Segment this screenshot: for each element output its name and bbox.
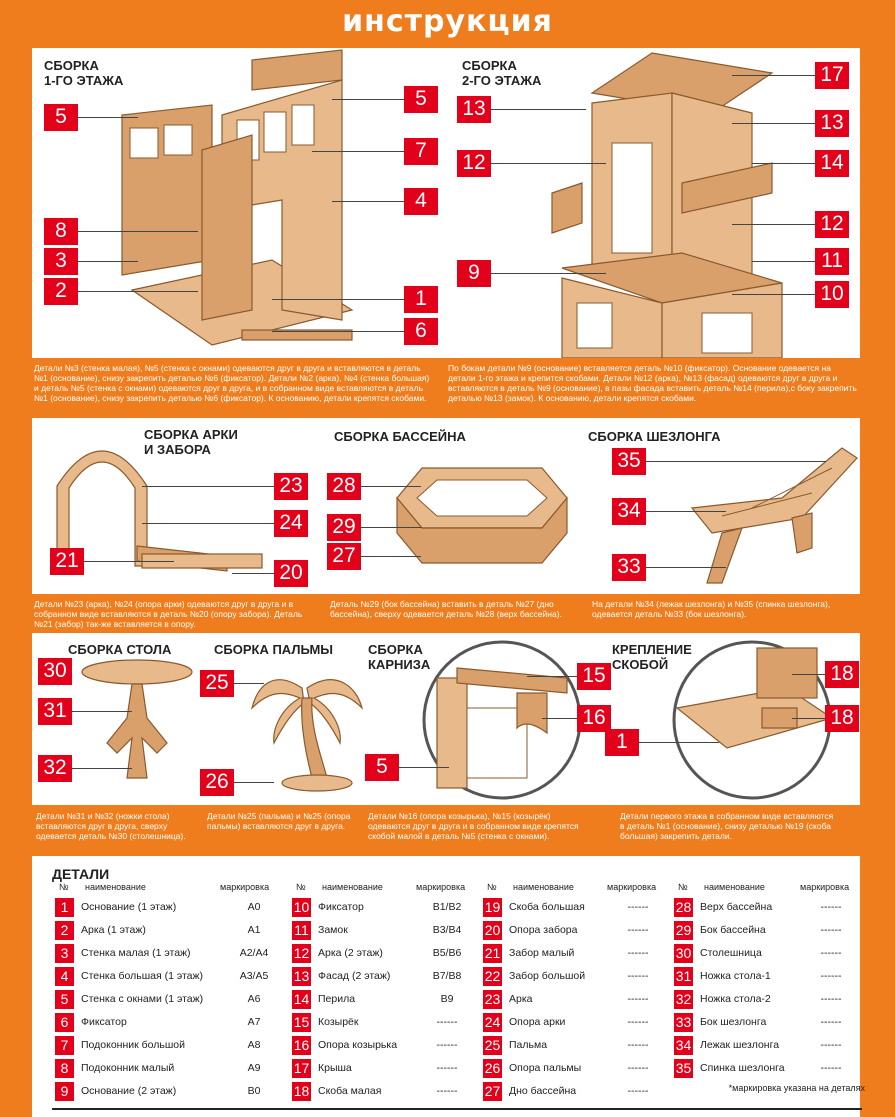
table-row bbox=[55, 1034, 280, 1057]
leader-line bbox=[491, 163, 606, 164]
part-number-badge: 11 bbox=[292, 921, 311, 940]
arch-label: 21 bbox=[50, 548, 84, 575]
pool-label: 28 bbox=[327, 473, 361, 500]
leader-line bbox=[542, 718, 577, 719]
table-row bbox=[483, 988, 663, 1011]
part-name: Бок шезлонга bbox=[700, 1016, 767, 1028]
leader-line bbox=[234, 782, 274, 783]
part-number-badge: 9 bbox=[55, 1082, 74, 1101]
part-number-badge: 26 bbox=[484, 1060, 501, 1076]
part-number-badge: 34 bbox=[675, 1037, 692, 1053]
part-number-badge: 19 bbox=[484, 899, 501, 915]
leader-line bbox=[84, 561, 174, 562]
part-name: Столешница bbox=[700, 947, 762, 959]
part-name: Дно бассейна bbox=[509, 1085, 577, 1097]
part-name: Арка (2 этаж) bbox=[318, 947, 383, 959]
part-marking: ------ bbox=[820, 1062, 842, 1074]
part-number-badge: 18 bbox=[293, 1083, 310, 1099]
table-row bbox=[483, 1011, 663, 1034]
leader-line bbox=[732, 224, 815, 225]
leader-line bbox=[72, 768, 132, 769]
leader-line bbox=[752, 163, 815, 164]
table-row bbox=[674, 1011, 859, 1034]
parts-column bbox=[483, 880, 663, 1103]
leader-line bbox=[78, 117, 138, 118]
leader-line bbox=[142, 523, 274, 524]
leader-line bbox=[732, 75, 815, 76]
leader-line bbox=[361, 556, 421, 557]
part-number-badge: 6 bbox=[55, 1013, 74, 1032]
part-number-badge: 8 bbox=[55, 1059, 74, 1078]
leader-line bbox=[527, 676, 577, 677]
table-row bbox=[292, 942, 472, 965]
palm-illustration bbox=[252, 658, 362, 793]
floor2-label: 9 bbox=[457, 260, 491, 287]
floor2-label: 14 bbox=[815, 150, 849, 177]
floor2-label: 11 bbox=[815, 248, 849, 275]
part-number-badge: 31 bbox=[675, 968, 692, 984]
table-row bbox=[292, 965, 472, 988]
leader-line bbox=[78, 291, 198, 292]
table-row bbox=[674, 896, 859, 919]
bracket-label: 1 bbox=[605, 729, 639, 756]
table-row bbox=[55, 942, 280, 965]
leader-line bbox=[361, 486, 421, 487]
part-marking: A1 bbox=[247, 924, 261, 936]
table-row bbox=[292, 919, 472, 942]
part-marking: A7 bbox=[247, 1016, 261, 1028]
part-number-badge: 12 bbox=[293, 945, 310, 961]
arch-caption: Детали №23 (арка), №24 (опора арки) одеваются друг в друга и в собранном виде вставляются в деталь №20 (опору забора). Деталь №21 (забор) так-же вставляется в опору. bbox=[34, 599, 303, 629]
part-marking: A9 bbox=[247, 1062, 261, 1074]
part-number-badge: 3 bbox=[55, 944, 74, 963]
leader-line bbox=[646, 567, 726, 568]
part-number-badge: 7 bbox=[55, 1036, 74, 1055]
table-caption: Детали №31 и №32 (ножки стола) вставляются друг в друга, сверху одевается деталь №30 (столешница). bbox=[36, 811, 186, 841]
floor1-illustration bbox=[112, 60, 372, 350]
part-number-badge: 2 bbox=[55, 921, 74, 940]
table-row bbox=[55, 1080, 280, 1103]
table-row bbox=[483, 942, 663, 965]
pool-illustration bbox=[392, 458, 572, 568]
part-number-badge: 32 bbox=[675, 991, 692, 1007]
part-name: Опора козырька bbox=[318, 1039, 398, 1051]
part-number-badge: 1 bbox=[55, 898, 74, 917]
floor1-label: 2 bbox=[44, 278, 78, 305]
lounger-title: СБОРКА ШЕЗЛОНГА bbox=[588, 429, 721, 444]
cornice-label: 15 bbox=[577, 663, 611, 690]
part-name: Ножка стола-2 bbox=[700, 993, 771, 1005]
part-name: Козырёк bbox=[318, 1016, 359, 1028]
leader-line bbox=[732, 123, 815, 124]
palm-label: 26 bbox=[200, 769, 234, 796]
part-number-badge: 22 bbox=[484, 968, 501, 984]
table-row bbox=[292, 1057, 472, 1080]
part-marking: A0 bbox=[247, 901, 261, 913]
header-no: № bbox=[59, 882, 69, 892]
parts-footnote: *маркировка указана на деталях bbox=[728, 1083, 865, 1093]
cornice-caption: Детали №16 (опора козырька), №15 (козырёк) одеваются друг в друга и в собранном виде крепятся скобой малой в деталь №5 (стенка с окнами). bbox=[368, 811, 579, 841]
part-marking: ------ bbox=[627, 970, 649, 982]
part-number-badge: 5 bbox=[55, 990, 74, 1009]
part-number-badge: 4 bbox=[55, 967, 74, 986]
bottom-rule bbox=[52, 1108, 862, 1110]
floors-panel bbox=[32, 48, 860, 358]
leader-line bbox=[792, 674, 825, 675]
leader-line bbox=[332, 201, 404, 202]
parts-column-header bbox=[674, 880, 859, 896]
part-number-badge: 28 bbox=[675, 899, 692, 915]
floor1-label: 5 bbox=[404, 86, 438, 113]
header-name: наименование bbox=[85, 882, 146, 892]
cornice-label: 5 bbox=[365, 754, 399, 781]
part-marking: ------ bbox=[820, 924, 842, 936]
table-row bbox=[55, 1011, 280, 1034]
part-name: Бок бассейна bbox=[700, 924, 766, 936]
part-name: Фасад (2 этаж) bbox=[318, 970, 391, 982]
lounger-caption: На детали №34 (лежак шезлонга) и №35 (спинка шезлонга), одевается деталь №33 (бок шезлонга). bbox=[592, 599, 831, 619]
part-number-badge: 15 bbox=[293, 1014, 310, 1030]
part-name: Опора пальмы bbox=[509, 1062, 582, 1074]
leader-line bbox=[491, 109, 586, 110]
table-row bbox=[483, 965, 663, 988]
cornice-label: 16 bbox=[577, 705, 611, 732]
part-name: Основание (2 этаж) bbox=[81, 1085, 177, 1097]
parts-column-header bbox=[55, 880, 280, 896]
pool-caption: Деталь №29 (бок бассейна) вставить в деталь №27 (дно бассейна), сверху одевается деталь №28 (верх бассейна). bbox=[330, 599, 562, 619]
floor1-label: 5 bbox=[44, 104, 78, 131]
pool-label: 29 bbox=[327, 514, 361, 541]
leader-line bbox=[792, 718, 825, 719]
part-name: Ножка стола-1 bbox=[700, 970, 771, 982]
part-name: Стенка большая (1 этаж) bbox=[81, 970, 204, 982]
part-number-badge: 29 bbox=[675, 922, 692, 938]
part-name: Опора арки bbox=[509, 1016, 566, 1028]
floor1-label: 7 bbox=[404, 138, 438, 165]
table-label: 30 bbox=[38, 658, 72, 685]
part-marking: ------ bbox=[627, 947, 649, 959]
table-row bbox=[55, 1057, 280, 1080]
pool-label: 27 bbox=[327, 543, 361, 570]
table-row bbox=[674, 919, 859, 942]
page-title: инструкция bbox=[342, 4, 553, 39]
floor2-label: 10 bbox=[815, 281, 849, 308]
parts-column-header bbox=[483, 880, 663, 896]
part-name: Пальма bbox=[509, 1039, 548, 1051]
floor1-label: 4 bbox=[404, 188, 438, 215]
cornice-title: СБОРКА КАРНИЗА bbox=[368, 642, 431, 672]
part-marking: ------ bbox=[820, 901, 842, 913]
part-marking: ------ bbox=[436, 1062, 458, 1074]
table-row bbox=[674, 942, 859, 965]
part-number-badge: 30 bbox=[675, 945, 692, 961]
lounger-label: 33 bbox=[612, 554, 646, 581]
leader-line bbox=[332, 99, 404, 100]
part-marking: ------ bbox=[627, 1039, 649, 1051]
header-no: № bbox=[678, 882, 688, 892]
table-row bbox=[483, 1080, 663, 1103]
part-number-badge: 27 bbox=[484, 1083, 501, 1099]
part-marking: ------ bbox=[820, 970, 842, 982]
part-name: Подоконник большой bbox=[81, 1039, 185, 1051]
palm-title: СБОРКА ПАЛЬМЫ bbox=[214, 642, 334, 657]
table-row bbox=[292, 988, 472, 1011]
part-number-badge: 25 bbox=[484, 1037, 501, 1053]
leader-line bbox=[72, 711, 132, 712]
floor2-label: 12 bbox=[815, 211, 849, 238]
part-marking: B5/B6 bbox=[432, 947, 462, 959]
part-number-badge: 23 bbox=[484, 991, 501, 1007]
floor1-label: 8 bbox=[44, 218, 78, 245]
part-name: Скоба малая bbox=[318, 1085, 382, 1097]
arch-label: 20 bbox=[274, 560, 308, 587]
table-row bbox=[292, 896, 472, 919]
parts-column bbox=[292, 880, 472, 1103]
leader-line bbox=[361, 527, 421, 528]
part-number-badge: 24 bbox=[484, 1014, 501, 1030]
part-name: Спинка шезлонга bbox=[700, 1062, 785, 1074]
leader-line bbox=[272, 299, 404, 300]
header-mark: маркировка bbox=[607, 882, 657, 892]
floor2-label: 12 bbox=[457, 150, 491, 177]
part-marking: A8 bbox=[247, 1039, 261, 1051]
lounger-label: 35 bbox=[612, 448, 646, 475]
part-name: Замок bbox=[318, 924, 348, 936]
table-row bbox=[483, 896, 663, 919]
arch-pool-panel bbox=[32, 418, 860, 594]
leader-line bbox=[142, 486, 274, 487]
part-name: Подоконник малый bbox=[81, 1062, 175, 1074]
part-marking: A2/A4 bbox=[239, 947, 269, 959]
leader-line bbox=[732, 294, 815, 295]
floor1-caption: Детали №3 (стенка малая), №5 (стенка с окнами) одеваются друг в друга и вставляются в деталь №1 (основание), снизу закрепить деталью №6 (фиксатор). Детали №2 (арка), №4 (стенка большая) и деталь №5 (стенка с окнами) одеваются друг в друга, и в собранном виде вставляются в деталь №1 (основание), снизу закрепить деталью №6 (фиксатор). К основанию, детали крепятся скобами. bbox=[34, 363, 430, 403]
part-marking: ------ bbox=[627, 901, 649, 913]
table-row bbox=[483, 1057, 663, 1080]
part-name: Основание (1 этаж) bbox=[81, 901, 177, 913]
table-row bbox=[674, 1034, 859, 1057]
leader-line bbox=[752, 261, 815, 262]
part-name: Стенка с окнами (1 этаж) bbox=[81, 993, 204, 1005]
floor2-caption: По бокам детали №9 (основание) вставляется деталь №10 (фиксатор). Основание одевается на детали 1-го этажа и крепится скобами. Детали №12 (арка), №13 (фасад) одеваются друг в друга и вставляются в деталь №9 (основание), в пазы фасада вставить деталь №14 (перила),с боку закрепить деталью №13 (замок). К основанию, детали крепятся скобами. bbox=[448, 363, 857, 403]
table-palm-panel bbox=[32, 633, 860, 805]
leader-line bbox=[312, 151, 404, 152]
part-marking: ------ bbox=[820, 947, 842, 959]
table-row bbox=[55, 988, 280, 1011]
part-marking: ------ bbox=[436, 1016, 458, 1028]
part-marking: A3/A5 bbox=[239, 970, 269, 982]
bracket-title: КРЕПЛЕНИЕ СКОБОЙ bbox=[612, 642, 692, 672]
table-row bbox=[292, 1080, 472, 1103]
parts-column-header bbox=[292, 880, 472, 896]
floor2-label: 13 bbox=[457, 96, 491, 123]
floor2-label: 13 bbox=[815, 110, 849, 137]
table-row bbox=[292, 1034, 472, 1057]
header-no: № bbox=[487, 882, 497, 892]
leader-line bbox=[272, 331, 404, 332]
leader-line bbox=[234, 683, 264, 684]
lounger-label: 34 bbox=[612, 498, 646, 525]
palm-caption: Детали №25 (пальма) и №25 (опора пальмы) вставляются друг в друга. bbox=[207, 811, 351, 831]
part-marking: ------ bbox=[627, 1085, 649, 1097]
part-marking: B0 bbox=[247, 1085, 261, 1097]
part-number-badge: 17 bbox=[293, 1060, 310, 1076]
part-name: Перила bbox=[318, 993, 356, 1005]
part-name: Стенка малая (1 этаж) bbox=[81, 947, 191, 959]
part-name: Скоба большая bbox=[509, 901, 585, 913]
table-row bbox=[55, 919, 280, 942]
floor1-title: СБОРКА 1-ГО ЭТАЖА bbox=[44, 58, 124, 88]
part-marking: ------ bbox=[820, 993, 842, 1005]
header-name: наименование bbox=[322, 882, 383, 892]
arch-title: СБОРКА АРКИ И ЗАБОРА bbox=[144, 427, 238, 457]
header-no: № bbox=[296, 882, 306, 892]
header-name: наименование bbox=[704, 882, 765, 892]
palm-label: 25 bbox=[200, 670, 234, 697]
part-name: Арка bbox=[509, 993, 533, 1005]
table-row bbox=[55, 965, 280, 988]
header-mark: маркировка bbox=[416, 882, 466, 892]
parts-column bbox=[55, 880, 280, 1103]
part-marking: ------ bbox=[436, 1085, 458, 1097]
leader-line bbox=[646, 511, 726, 512]
part-marking: ------ bbox=[627, 1062, 649, 1074]
floor2-label: 17 bbox=[815, 62, 849, 89]
header-name: наименование bbox=[513, 882, 574, 892]
floor1-label: 1 bbox=[404, 286, 438, 313]
table-title: СБОРКА СТОЛА bbox=[68, 642, 172, 657]
part-name: Фиксатор bbox=[318, 901, 364, 913]
part-name: Крыша bbox=[318, 1062, 352, 1074]
part-marking: ------ bbox=[436, 1039, 458, 1051]
part-number-badge: 33 bbox=[675, 1014, 692, 1030]
pool-title: СБОРКА БАССЕЙНА bbox=[334, 429, 466, 444]
table-row bbox=[483, 1034, 663, 1057]
floor2-title: СБОРКА 2-ГО ЭТАЖА bbox=[462, 58, 542, 88]
part-marking: ------ bbox=[627, 993, 649, 1005]
part-name: Верх бассейна bbox=[700, 901, 773, 913]
arch-label: 24 bbox=[274, 510, 308, 537]
part-number-badge: 20 bbox=[484, 922, 501, 938]
part-marking: ------ bbox=[627, 924, 649, 936]
leader-line bbox=[78, 231, 198, 232]
part-marking: ------ bbox=[820, 1016, 842, 1028]
part-number-badge: 13 bbox=[293, 968, 310, 984]
header-mark: маркировка bbox=[220, 882, 270, 892]
part-marking: ------ bbox=[820, 1039, 842, 1051]
part-name: Фиксатор bbox=[81, 1016, 127, 1028]
leader-line bbox=[78, 261, 138, 262]
part-name: Лежак шезлонга bbox=[700, 1039, 780, 1051]
floor2-illustration bbox=[552, 53, 802, 358]
table-row bbox=[674, 1057, 859, 1080]
part-marking: ------ bbox=[627, 1016, 649, 1028]
leader-line bbox=[639, 742, 719, 743]
table-row bbox=[674, 965, 859, 988]
part-marking: B3/B4 bbox=[432, 924, 462, 936]
part-name: Арка (1 этаж) bbox=[81, 924, 146, 936]
bracket-caption: Детали первого этажа в собранном виде вставляются в деталь №1 (основание), снизу деталью №19 (скоба большая) закрепить детали. bbox=[620, 811, 834, 841]
bracket-label: 18 bbox=[825, 661, 859, 688]
table-row bbox=[292, 1011, 472, 1034]
part-number-badge: 14 bbox=[293, 991, 310, 1007]
part-marking: B1/B2 bbox=[432, 901, 462, 913]
leader-line bbox=[646, 461, 826, 462]
floor1-label: 6 bbox=[404, 318, 438, 345]
parts-column bbox=[674, 880, 859, 1080]
parts-title: ДЕТАЛИ bbox=[52, 866, 110, 882]
bracket-label: 18 bbox=[825, 705, 859, 732]
part-name: Опора забора bbox=[509, 924, 578, 936]
table-label: 32 bbox=[38, 755, 72, 782]
leader-line bbox=[491, 273, 606, 274]
part-marking: B7/B8 bbox=[432, 970, 462, 982]
part-number-badge: 10 bbox=[293, 899, 310, 915]
part-number-badge: 35 bbox=[675, 1060, 692, 1076]
arch-label: 23 bbox=[274, 473, 308, 500]
part-name: Забор большой bbox=[509, 970, 586, 982]
table-label: 31 bbox=[38, 698, 72, 725]
part-marking: A6 bbox=[247, 993, 261, 1005]
floor1-label: 3 bbox=[44, 248, 78, 275]
table-row bbox=[55, 896, 280, 919]
part-number-badge: 21 bbox=[484, 945, 501, 961]
part-marking: B9 bbox=[440, 993, 454, 1005]
table-row bbox=[483, 919, 663, 942]
part-name: Забор малый bbox=[509, 947, 575, 959]
table-row bbox=[674, 988, 859, 1011]
leader-line bbox=[399, 767, 449, 768]
part-number-badge: 16 bbox=[293, 1037, 310, 1053]
header-mark: маркировка bbox=[800, 882, 850, 892]
leader-line bbox=[232, 573, 274, 574]
